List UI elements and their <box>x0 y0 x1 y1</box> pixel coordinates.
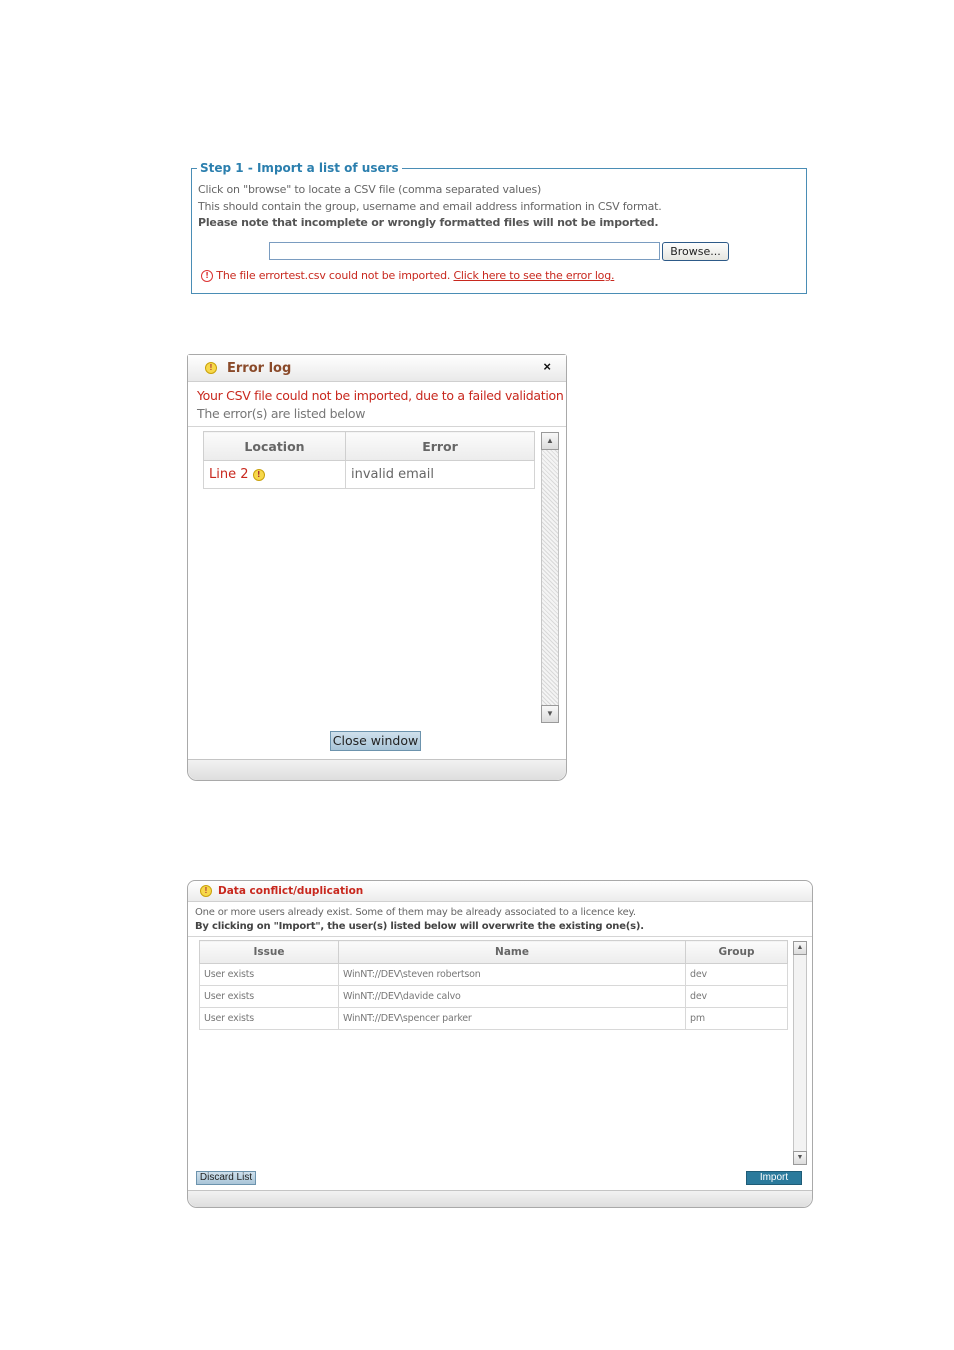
issue-cell: User exists <box>200 964 339 986</box>
table-row <box>204 461 535 489</box>
error-log-dialog <box>187 354 567 781</box>
data-conflict-dialog <box>187 880 813 1208</box>
location-cell <box>204 461 346 489</box>
import-error-message <box>201 269 614 282</box>
error-log-message: Your CSV file could not be imported, due to a failed validation <box>197 388 564 403</box>
warning-circle-icon: ! <box>200 885 212 897</box>
scroll-up-arrow-icon[interactable]: ▲ <box>793 941 807 955</box>
table-row <box>200 986 788 1008</box>
step1-legend: Step 1 - Import a list of users <box>197 161 402 175</box>
group-cell: dev <box>686 986 788 1008</box>
step1-instruction-2: This should contain the group, username and email address information in CSV format. <box>198 200 662 213</box>
close-icon[interactable]: × <box>543 359 551 374</box>
location-text: Line 2 <box>209 467 249 482</box>
name-cell: WinNT://DEV\spencer parker <box>339 1008 686 1030</box>
warning-circle-icon: ! <box>253 469 265 481</box>
column-header-issue: Issue <box>200 941 339 964</box>
conflict-warning: By clicking on "Import", the user(s) listed below will overwrite the existing one(s). <box>195 921 644 932</box>
column-header-error: Error <box>346 432 535 461</box>
import-error-text: The file errortest.csv could not be imported. <box>216 269 451 282</box>
scroll-down-arrow-icon[interactable]: ▼ <box>793 1151 807 1165</box>
error-log-link[interactable]: Click here to see the error log. <box>453 269 615 282</box>
scroll-up-arrow-icon[interactable]: ▲ <box>541 432 559 450</box>
table-row <box>200 964 788 986</box>
csv-file-input[interactable] <box>269 242 660 260</box>
group-cell: dev <box>686 964 788 986</box>
error-table <box>203 431 535 489</box>
dialog-footer <box>188 759 566 780</box>
divider <box>188 426 566 427</box>
error-log-title: Error log <box>227 361 292 376</box>
import-button[interactable]: Import <box>746 1171 802 1185</box>
column-header-location: Location <box>204 432 346 461</box>
warning-circle-icon: ! <box>205 362 217 374</box>
import-users-fieldset <box>191 161 807 294</box>
discard-list-button[interactable]: Discard List <box>196 1171 256 1185</box>
scrollbar[interactable] <box>793 941 807 1165</box>
conflict-title: Data conflict/duplication <box>218 885 364 897</box>
column-header-name: Name <box>339 941 686 964</box>
step1-note: Please note that incomplete or wrongly formatted files will not be imported. <box>198 216 659 229</box>
table-row <box>200 1008 788 1030</box>
column-header-group: Group <box>686 941 788 964</box>
step1-instruction-1: Click on "browse" to locate a CSV file (comma separated values) <box>198 183 542 196</box>
issue-cell: User exists <box>200 986 339 1008</box>
name-cell: WinNT://DEV\davide calvo <box>339 986 686 1008</box>
scroll-down-arrow-icon[interactable]: ▼ <box>541 705 559 723</box>
issue-cell: User exists <box>200 1008 339 1030</box>
group-cell: pm <box>686 1008 788 1030</box>
scrollbar[interactable] <box>541 432 559 723</box>
warning-circle-icon: ! <box>201 270 213 282</box>
browse-button[interactable]: Browse... <box>662 242 729 261</box>
error-log-header <box>188 355 566 382</box>
name-cell: WinNT://DEV\steven robertson <box>339 964 686 986</box>
conflict-message: One or more users already exist. Some of them may be already associated to a licence key. <box>195 907 636 918</box>
conflict-table <box>199 940 788 1030</box>
divider <box>188 936 812 937</box>
dialog-footer <box>188 1190 812 1207</box>
conflict-header <box>188 881 812 902</box>
error-cell: invalid email <box>346 461 535 489</box>
close-window-button[interactable]: Close window <box>330 731 421 751</box>
error-log-subtitle: The error(s) are listed below <box>197 406 366 421</box>
